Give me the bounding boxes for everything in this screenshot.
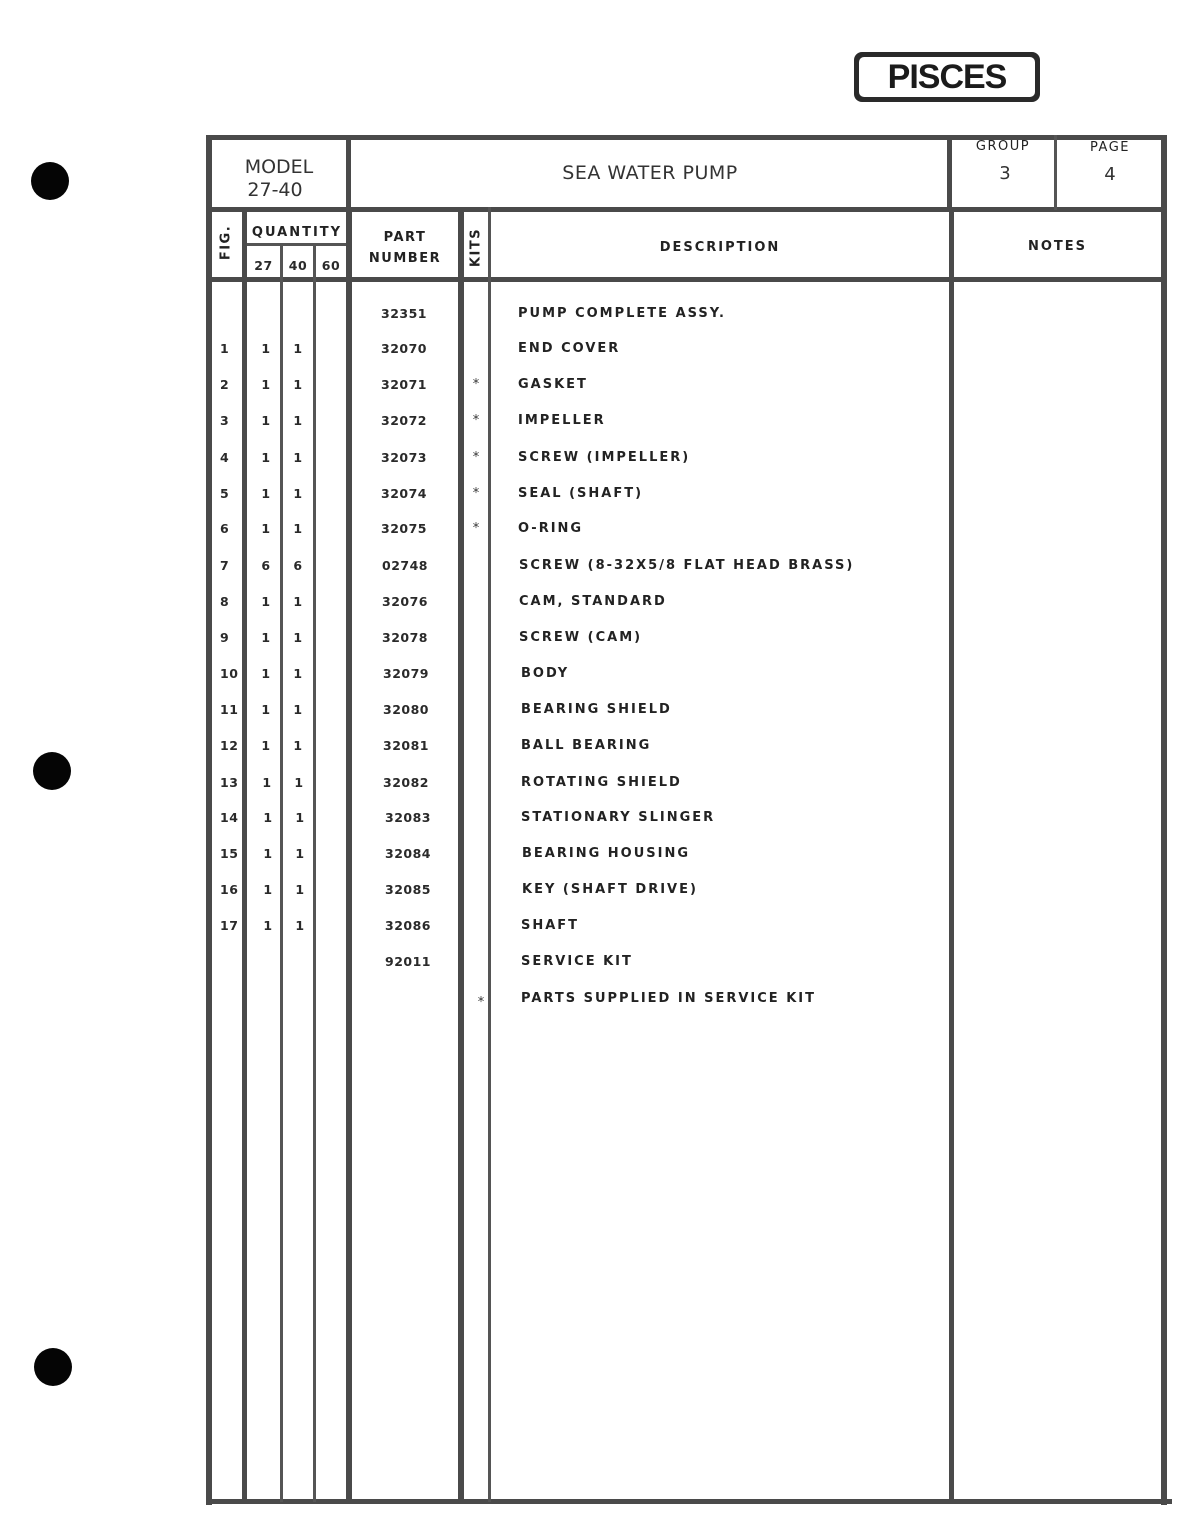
part-number-cell: 32085 (385, 882, 431, 897)
kit-marker: * (472, 450, 480, 465)
qty-40-cell: 1 (293, 377, 303, 392)
part-number-cell: 32082 (383, 775, 429, 790)
part-number-cell: 32074 (381, 486, 427, 501)
table-row (0, 666, 1190, 686)
fig-cell: 9 (220, 630, 230, 645)
fig-cell: 13 (220, 775, 239, 790)
fig-cell: 16 (220, 882, 239, 897)
col-line-27 (280, 245, 283, 1502)
description-cell: KEY (SHAFT DRIVE) (522, 882, 698, 897)
qty-27-cell: 1 (263, 810, 273, 825)
fig-cell: 5 (220, 486, 230, 501)
table-row (0, 594, 1190, 614)
page-value: 4 (1104, 164, 1116, 185)
logo-text: PISCES (859, 57, 1035, 97)
part-number-header-line2: NUMBER (368, 251, 442, 266)
part-number-cell: 32072 (381, 413, 427, 428)
part-number-cell: 32080 (383, 702, 429, 717)
qty-60-header: 60 (321, 258, 341, 273)
kit-marker: * (472, 521, 480, 536)
description-cell: SHAFT (521, 918, 580, 933)
qty-27-cell: 1 (261, 738, 271, 753)
qty-27-cell: 1 (262, 775, 272, 790)
fig-cell: 2 (220, 377, 230, 392)
quantity-subdivider (245, 243, 348, 246)
model-divider (346, 135, 351, 212)
table-row (0, 486, 1190, 506)
qty-27-cell: 1 (261, 702, 271, 717)
part-number-cell: 32078 (382, 630, 428, 645)
fig-column-header: FIG. (218, 224, 234, 261)
part-number-cell: 32084 (385, 846, 431, 861)
model-label: MODEL (244, 156, 314, 178)
qty-27-cell: 1 (261, 413, 271, 428)
qty-27-cell: 6 (261, 558, 271, 573)
qty-27-cell: 1 (261, 341, 271, 356)
qty-40-cell: 1 (293, 702, 303, 717)
description-cell: BALL BEARING (521, 738, 652, 753)
part-number-cell: 32086 (385, 918, 431, 933)
table-row (0, 521, 1190, 541)
table-row (0, 377, 1190, 397)
description-cell: GASKET (518, 377, 588, 392)
qty-40-cell: 1 (293, 594, 303, 609)
table-row (0, 954, 1190, 974)
table-row (0, 918, 1190, 938)
table-row (0, 846, 1190, 866)
qty-40-cell: 1 (293, 521, 303, 536)
kits-column-header: KITS (468, 227, 484, 268)
qty-40-cell: 1 (293, 413, 303, 428)
part-number-cell: 32076 (382, 594, 428, 609)
table-row (0, 450, 1190, 470)
qty-27-cell: 1 (261, 594, 271, 609)
page-label: PAGE (1090, 140, 1130, 155)
table-row (0, 991, 1190, 1011)
description-cell: ROTATING SHIELD (521, 775, 682, 790)
qty-27-cell: 1 (261, 486, 271, 501)
qty-40-cell: 1 (295, 810, 305, 825)
description-column-header: DESCRIPTION (659, 240, 781, 255)
description-cell: STATIONARY SLINGER (521, 810, 716, 825)
description-cell: SERVICE KIT (521, 954, 633, 969)
qty-27-cell: 1 (261, 666, 271, 681)
fig-cell: 11 (220, 702, 239, 717)
kit-marker: * (472, 377, 480, 392)
binder-hole-bottom (34, 1348, 72, 1386)
notes-column-header: NOTES (1027, 239, 1088, 254)
table-row (0, 882, 1190, 902)
fig-cell: 17 (220, 918, 239, 933)
qty-27-cell: 1 (261, 521, 271, 536)
fig-cell: 6 (220, 521, 230, 536)
table-row (0, 738, 1190, 758)
table-row (0, 413, 1190, 433)
kit-marker: * (477, 995, 485, 1010)
fig-cell: 1 (220, 341, 230, 356)
pisces-logo (854, 52, 1040, 102)
part-number-cell: 32073 (381, 450, 427, 465)
group-value: 3 (999, 163, 1011, 184)
part-number-cell: 32079 (383, 666, 429, 681)
qty-27-cell: 1 (261, 450, 271, 465)
qty-40-header: 40 (288, 258, 308, 273)
fig-cell: 8 (220, 594, 230, 609)
description-cell: CAM, STANDARD (519, 594, 667, 609)
qty-40-cell: 6 (293, 558, 303, 573)
qty-40-cell: 1 (293, 666, 303, 681)
description-cell: BODY (521, 666, 570, 681)
table-row (0, 341, 1190, 361)
table-row (0, 630, 1190, 650)
fig-cell: 12 (220, 738, 239, 753)
kit-marker: * (472, 413, 480, 428)
qty-40-cell: 1 (293, 486, 303, 501)
description-cell: PARTS SUPPLIED IN SERVICE KIT (521, 991, 816, 1006)
fig-cell: 14 (220, 810, 239, 825)
binder-hole-top (31, 162, 69, 200)
description-cell: SCREW (CAM) (519, 630, 643, 645)
table-row (0, 702, 1190, 722)
qty-27-cell: 1 (263, 882, 273, 897)
description-cell: SCREW (8-32X5/8 FLAT HEAD BRASS) (519, 558, 855, 573)
qty-40-cell: 1 (293, 738, 303, 753)
qty-40-cell: 1 (295, 918, 305, 933)
part-number-cell: 32351 (381, 306, 427, 321)
qty-40-cell: 1 (293, 630, 303, 645)
kit-marker: * (472, 486, 480, 501)
table-row (0, 810, 1190, 830)
description-cell: PUMP COMPLETE ASSY. (518, 306, 726, 321)
table-row (0, 306, 1190, 326)
part-number-cell: 32071 (381, 377, 427, 392)
fig-cell: 7 (220, 558, 230, 573)
qty-40-cell: 1 (293, 341, 303, 356)
table-row (0, 558, 1190, 578)
qty-27-cell: 1 (263, 918, 273, 933)
part-number-cell: 02748 (382, 558, 428, 573)
description-cell: BEARING HOUSING (522, 846, 691, 861)
description-cell: IMPELLER (518, 413, 606, 428)
fig-cell: 3 (220, 413, 230, 428)
qty-27-cell: 1 (263, 846, 273, 861)
table-row (0, 775, 1190, 795)
part-number-cell: 32081 (383, 738, 429, 753)
fig-cell: 15 (220, 846, 239, 861)
description-cell: SEAL (SHAFT) (518, 486, 644, 501)
qty-27-cell: 1 (261, 377, 271, 392)
part-number-cell: 92011 (385, 954, 431, 969)
part-number-cell: 32075 (381, 521, 427, 536)
qty-40-cell: 1 (294, 775, 304, 790)
qty-40-cell: 1 (295, 846, 305, 861)
model-value: 27-40 (247, 179, 303, 201)
part-number-cell: 32083 (385, 810, 431, 825)
qty-40-cell: 1 (293, 450, 303, 465)
description-cell: O-RING (518, 521, 584, 536)
col-line-40 (313, 245, 316, 1502)
qty-40-cell: 1 (295, 882, 305, 897)
fig-cell: 4 (220, 450, 230, 465)
description-cell: END COVER (518, 341, 621, 356)
qty-27-cell: 1 (261, 630, 271, 645)
qty-27-header: 27 (254, 258, 273, 273)
part-number-header-line1: PART (383, 230, 427, 245)
group-label: GROUP (975, 139, 1031, 154)
description-cell: SCREW (IMPELLER) (518, 450, 691, 465)
quantity-column-header: QUANTITY (251, 225, 343, 240)
part-number-cell: 32070 (381, 341, 427, 356)
description-cell: BEARING SHIELD (521, 702, 672, 717)
page-title: SEA WATER PUMP (562, 162, 738, 184)
fig-cell: 10 (220, 666, 239, 681)
